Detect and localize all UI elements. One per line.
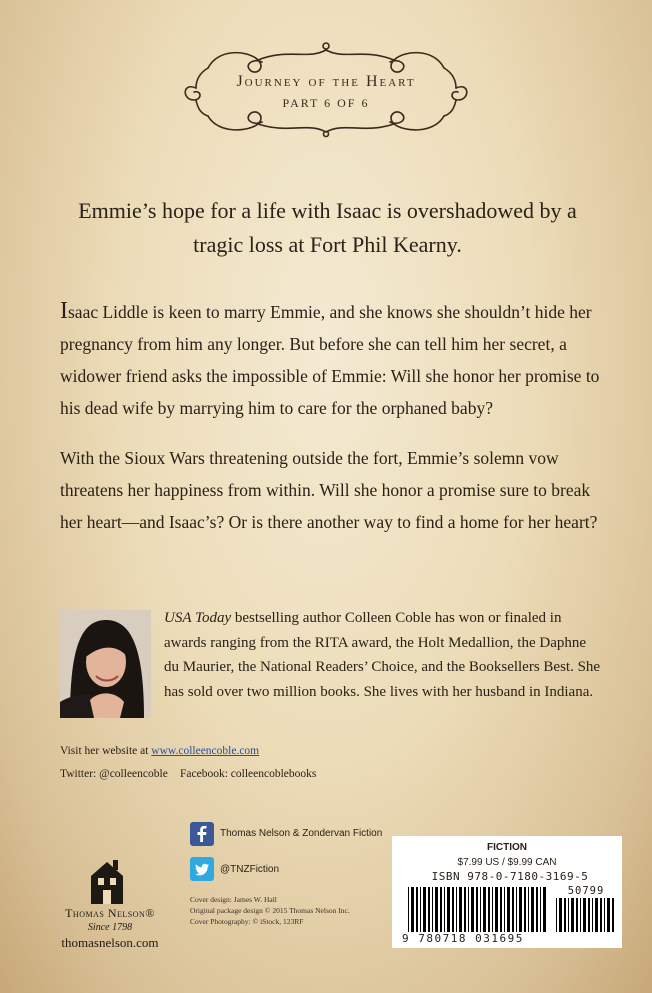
twitter-label: @TNZFiction xyxy=(220,864,280,875)
paragraph-text: saac Liddle is keen to marry Emmie, and she knows she shouldn’t hide her pregnancy from him any longer. But before she can tell him her secret, a widower friend asks the impossible of Emmie: Will she honor her promise to his dead wife by marrying him to care for the orphaned baby? xyxy=(60,302,600,418)
facebook-label: Thomas Nelson & Zondervan Fiction xyxy=(220,828,383,839)
barcode-bar xyxy=(504,887,505,932)
barcode-bar xyxy=(568,898,569,932)
barcode-bar xyxy=(435,887,438,932)
barcode-bar xyxy=(576,898,578,932)
barcode-bar xyxy=(456,887,457,932)
barcode-bar xyxy=(571,898,574,932)
isbn-label: ISBN 978-0-7180-3169-5 xyxy=(431,870,589,883)
credit-line: Cover Photography: © iStock, 123RF xyxy=(190,917,304,926)
website-prefix: Visit her website at xyxy=(60,745,152,757)
series-title: Journey of the Heart xyxy=(236,73,416,90)
barcode-bar xyxy=(411,887,414,932)
price-label: $7.99 US / $9.99 CAN xyxy=(457,857,557,868)
twitter-icon xyxy=(190,857,214,881)
series-part: PART 6 OF 6 xyxy=(282,96,370,110)
barcode-bar xyxy=(500,887,502,932)
barcode-bar xyxy=(519,887,522,932)
barcode-addon-bars xyxy=(556,898,616,932)
barcode-bar xyxy=(564,898,566,932)
author-website-link[interactable]: www.colleencoble.com xyxy=(151,745,260,757)
barcode-bar xyxy=(483,887,486,932)
description-paragraph-1 xyxy=(60,295,600,424)
credit-line: Cover design: James W. Hall xyxy=(190,895,277,904)
barcode-bar xyxy=(512,887,514,932)
barcode-bar xyxy=(592,898,593,932)
barcode-bar xyxy=(444,887,445,932)
barcode-bar xyxy=(528,887,529,932)
credit-line: Original package design © 2015 Thomas Nelson Inc. xyxy=(190,906,350,915)
barcode-bar xyxy=(580,898,581,932)
author-bio-italic: USA Today xyxy=(164,610,232,626)
barcode-bar xyxy=(536,887,538,932)
author-bio-text: bestselling author Colleen Coble has won or finaled in awards ranging from the RITA award, the Holt Medallion, the Daphne du Maurier, the National Readers’ Choice, and the Booksellers Best. She has sold over two million books. She lives with her husband in Indiana. xyxy=(164,610,601,700)
barcode-bar xyxy=(464,887,466,932)
barcode-bar xyxy=(420,887,421,932)
barcode-bar xyxy=(588,898,590,932)
facebook-icon xyxy=(190,822,214,846)
publisher-url: thomasnelson.com xyxy=(61,935,159,950)
publisher-since: Since 1798 xyxy=(87,922,133,933)
author-twitter: Twitter: @colleencoble xyxy=(60,768,168,780)
tagline: Emmie’s hope for a life with Isaac is overshadowed by a tragic loss at Fort Phil Kearny. xyxy=(78,198,577,257)
barcode-bar xyxy=(595,898,598,932)
barcode-bar xyxy=(471,887,474,932)
barcode-bar xyxy=(604,898,605,932)
barcode-bar xyxy=(488,887,490,932)
barcode-bar xyxy=(516,887,517,932)
barcode-digits: 9 780718 031695 xyxy=(402,932,524,945)
barcode-bar xyxy=(556,898,557,932)
barcode-bar xyxy=(432,887,433,932)
barcode-bar xyxy=(459,887,462,932)
barcode-bar xyxy=(447,887,450,932)
barcode-bar xyxy=(607,898,610,932)
description-paragraph-2: With the Sioux Wars threatening outside the fort, Emmie’s solemn vow threatens her happiness from within. Will she honor a promise sure to break her heart—and Isaac’s? Or is there another way to find a home for her heart? xyxy=(60,448,598,532)
barcode-bar xyxy=(524,887,526,932)
barcode-bar xyxy=(476,887,478,932)
author-website-line xyxy=(60,745,259,757)
barcode-bar xyxy=(492,887,493,932)
barcode-bar xyxy=(423,887,426,932)
barcode-addon-digits: 50799 xyxy=(567,885,605,897)
author-photo xyxy=(60,610,151,718)
barcode-bars xyxy=(408,887,548,932)
author-bio xyxy=(164,606,604,704)
barcode-bar xyxy=(559,898,562,932)
barcode-bar xyxy=(531,887,534,932)
barcode-bar xyxy=(583,898,586,932)
barcode-bar xyxy=(507,887,510,932)
barcode-bar xyxy=(612,898,614,932)
barcode-bar xyxy=(408,887,409,932)
barcode-bar xyxy=(600,898,602,932)
genre-label: FICTION xyxy=(487,842,527,853)
barcode-bar xyxy=(428,887,430,932)
barcode-bar xyxy=(416,887,418,932)
publisher-name: Thomas Nelson® xyxy=(65,906,155,920)
cover-credits xyxy=(190,894,350,927)
author-facebook: Facebook: colleencoblebooks xyxy=(180,768,317,780)
barcode-bar xyxy=(495,887,498,932)
barcode-bar xyxy=(452,887,454,932)
house-logo-icon xyxy=(87,858,127,904)
drop-cap: I xyxy=(60,298,68,324)
barcode-bar xyxy=(440,887,442,932)
barcode-bar xyxy=(543,887,546,932)
barcode-bar xyxy=(540,887,541,932)
barcode-bar xyxy=(480,887,481,932)
barcode-bar xyxy=(468,887,469,932)
